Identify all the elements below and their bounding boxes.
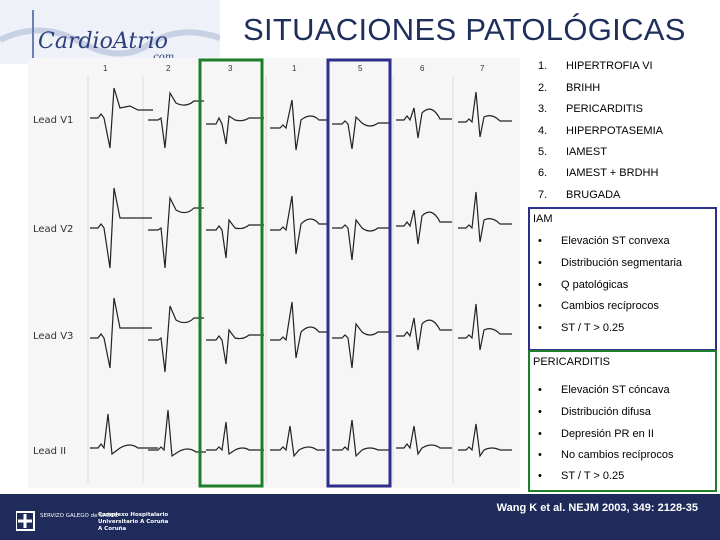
iam-bullet: • ST / T > 0.25 [538,322,625,334]
iam-title: IAM [533,213,553,225]
pericarditis-bullet: • Distribución difusa [538,406,651,418]
iam-bullet: • Distribución segmentaria [538,257,683,269]
column-number: 3 [228,64,233,73]
pericarditis-bullet: • Depresión PR en II [538,428,654,440]
reference-citation: Wang K et al. NEJM 2003, 349: 2128-35 [496,502,698,514]
hospital-logo [16,508,186,534]
pericarditis-bullet: • Elevación ST cóncava [538,384,670,396]
hospital-line: SERVIZO GALEGO de SAÚDE [40,513,119,519]
condition-item: 1. HIPERTROFIA VI [538,60,653,72]
column-number: 2 [166,64,171,73]
hospital-line: Universitario A Coruña [98,519,169,525]
column-number: 1 [103,64,108,73]
pericarditis-criteria-box [528,350,717,492]
iam-bullet: • Q patológicas [538,279,629,291]
ecg-traces [28,58,520,488]
lead-label: Lead V1 [33,115,74,126]
condition-item: 2. BRIHH [538,82,601,94]
pericarditis-bullet: • ST / T > 0.25 [538,470,625,482]
footer-bar [0,494,720,540]
page-title: SITUACIONES PATOLÓGICAS [243,12,686,47]
iam-bullet: • Elevación ST convexa [538,235,670,247]
column-number: 6 [420,64,425,73]
hospital-logo-graphic [16,508,186,534]
lead-label: Lead V2 [33,224,74,235]
condition-item: 3. PERICARDITIS [538,103,644,115]
pericarditis-bullet: • No cambios recíprocos [538,449,674,461]
logo-graphic [0,0,220,64]
condition-item: 5. IAMEST [538,146,607,158]
column-number: 5 [358,64,363,73]
hospital-line: Complexo Hospitalario [98,512,169,518]
condition-item: 4. HIPERPOTASEMIA [538,125,663,137]
iam-bullet: • Cambios recíprocos [538,300,659,312]
column-number: 7 [480,64,485,73]
column-number: 1 [292,64,297,73]
logo-text: CardioAtrio [38,29,168,54]
cardioatrio-logo [0,0,220,64]
pericarditis-title: PERICARDITIS [533,356,611,368]
condition-item: 6. IAMEST + BRDHH [538,167,659,179]
ecg-figure [28,58,520,488]
condition-item: 7. BRUGADA [538,189,621,201]
iam-criteria-box [528,207,717,351]
lead-label: Lead V3 [33,331,74,342]
hospital-line: A Coruña [98,526,127,532]
lead-label: Lead II [33,446,67,457]
